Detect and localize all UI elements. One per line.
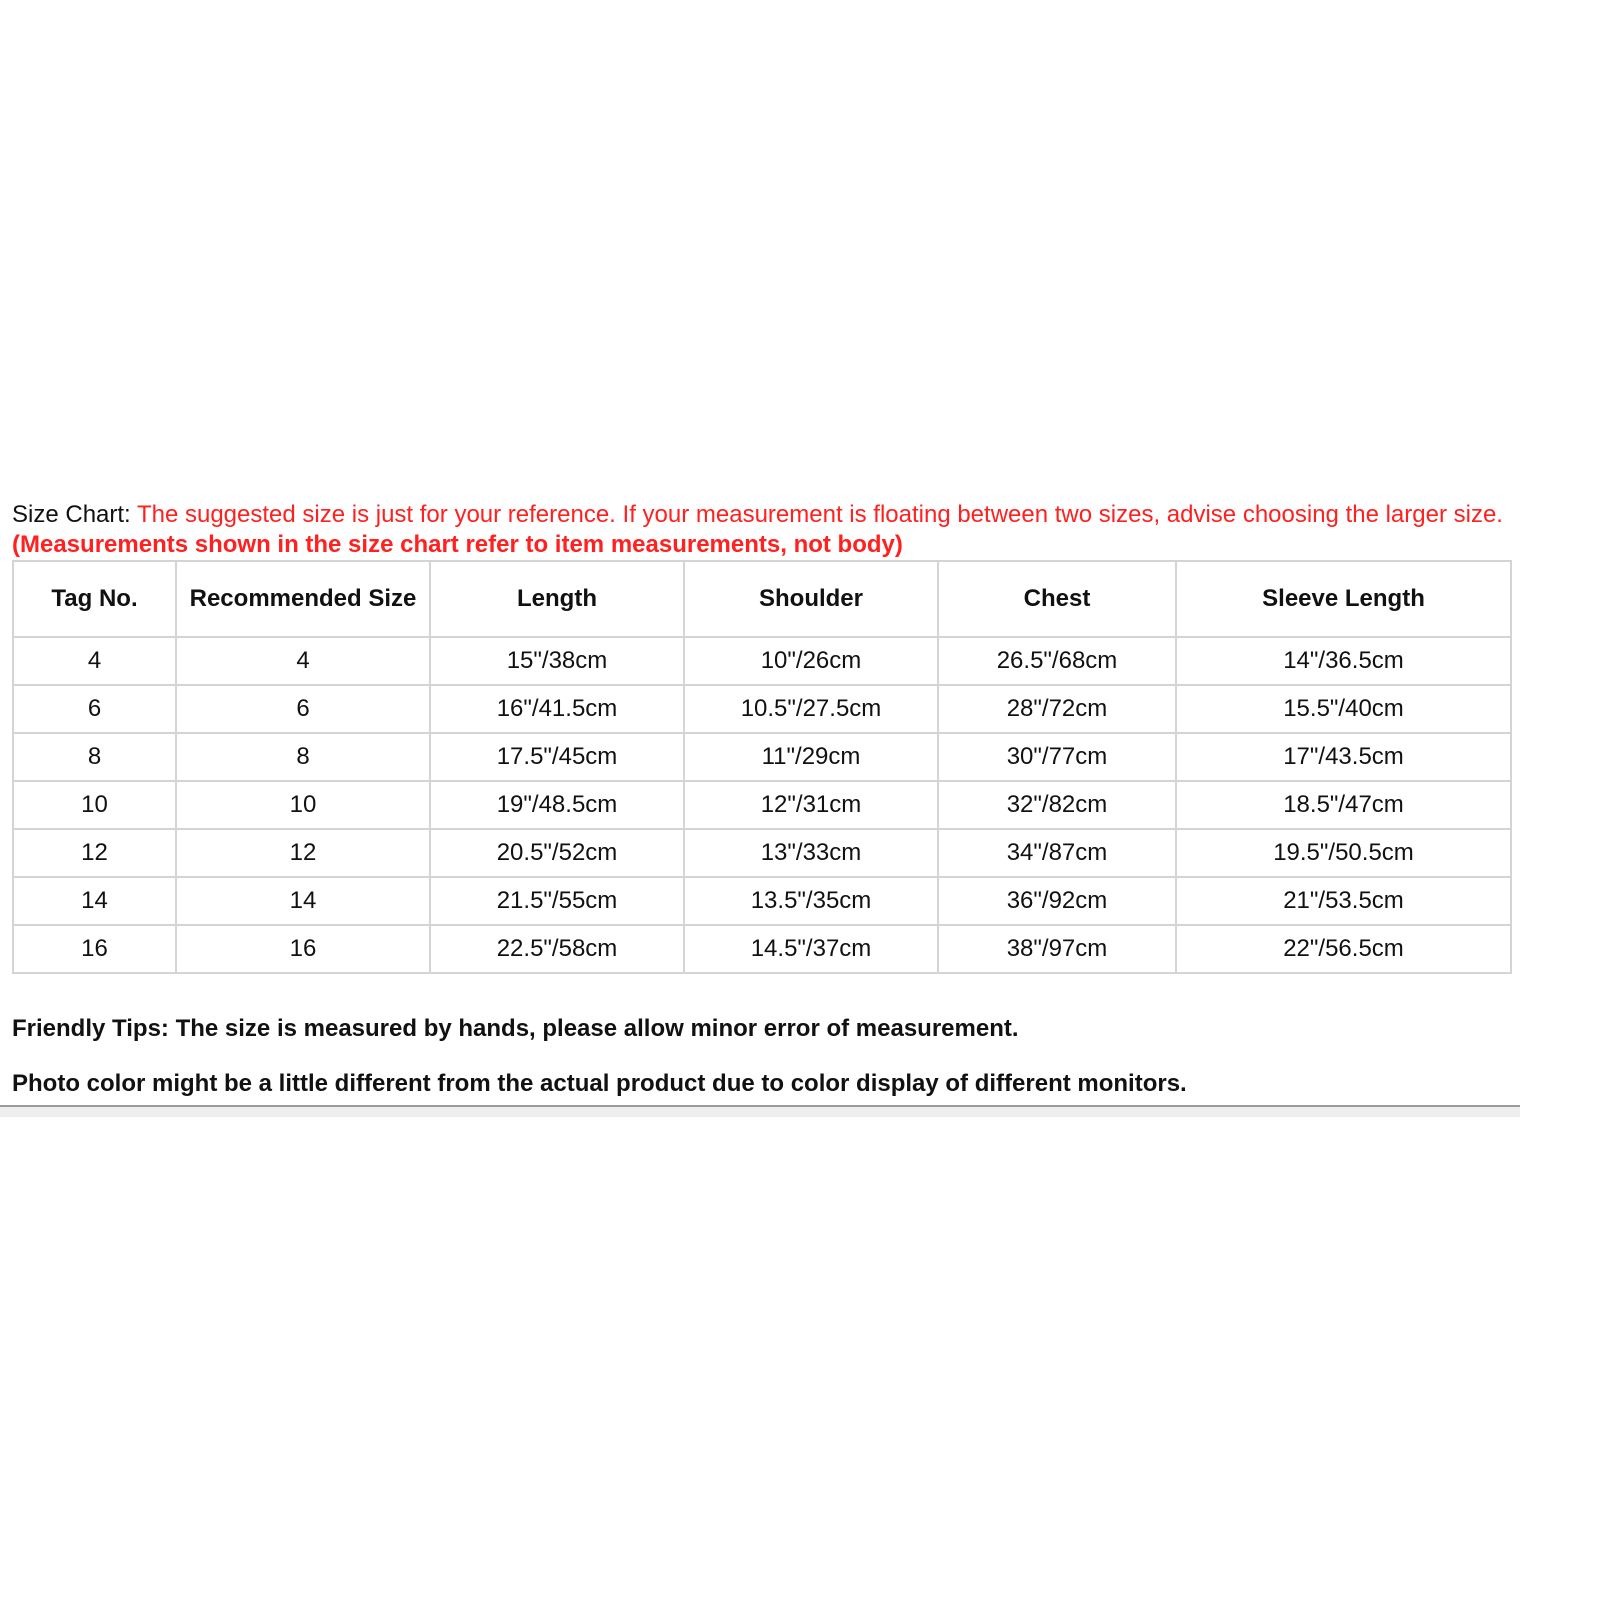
- size-chart-note: The suggested size is just for your reference. If your measurement is floating between two sizes, advise choosing the larger size.: [136, 501, 1503, 528]
- table-row: [13, 829, 1511, 877]
- cell-tag-no: 8: [13, 733, 176, 781]
- cell-recommended-size: 14: [176, 877, 430, 925]
- size-chart-bold-note: (Measurements shown in the size chart refer to item measurements, not body): [12, 531, 903, 558]
- header-shoulder: Shoulder: [684, 561, 938, 637]
- table-row: [13, 733, 1511, 781]
- cell-recommended-size: 16: [176, 925, 430, 973]
- cell-shoulder: 10"/26cm: [684, 637, 938, 685]
- cell-chest: 36"/92cm: [938, 877, 1176, 925]
- cell-tag-no: 14: [13, 877, 176, 925]
- header-recommended-size: Recommended Size: [176, 561, 430, 637]
- cell-length: 21.5"/55cm: [430, 877, 684, 925]
- cell-sleeve-length: 21"/53.5cm: [1176, 877, 1511, 925]
- friendly-tips: Friendly Tips: The size is measured by hands, please allow minor error of measurement.: [12, 1015, 1019, 1042]
- cell-shoulder: 11"/29cm: [684, 733, 938, 781]
- cell-recommended-size: 10: [176, 781, 430, 829]
- cell-shoulder: 12"/31cm: [684, 781, 938, 829]
- cell-chest: 30"/77cm: [938, 733, 1176, 781]
- cell-chest: 34"/87cm: [938, 829, 1176, 877]
- cell-recommended-size: 4: [176, 637, 430, 685]
- header-sleeve-length: Sleeve Length: [1176, 561, 1511, 637]
- table-row: [13, 925, 1511, 973]
- cell-recommended-size: 6: [176, 685, 430, 733]
- bottom-divider-shadow: [0, 1107, 1520, 1117]
- cell-sleeve-length: 22"/56.5cm: [1176, 925, 1511, 973]
- header-length: Length: [430, 561, 684, 637]
- cell-shoulder: 10.5"/27.5cm: [684, 685, 938, 733]
- cell-chest: 38"/97cm: [938, 925, 1176, 973]
- cell-length: 16"/41.5cm: [430, 685, 684, 733]
- header-tag-no: Tag No.: [13, 561, 176, 637]
- size-table: [12, 560, 1512, 974]
- cell-sleeve-length: 14"/36.5cm: [1176, 637, 1511, 685]
- size-chart-colon: :: [124, 501, 137, 528]
- size-chart-label: Size Chart: [12, 501, 125, 528]
- size-chart-intro: [12, 500, 1512, 560]
- header-chest: Chest: [938, 561, 1176, 637]
- cell-sleeve-length: 15.5"/40cm: [1176, 685, 1511, 733]
- photo-color-note: Photo color might be a little different from the actual product due to color display of different monitors.: [12, 1070, 1187, 1097]
- size-chart-sheet: [0, 500, 1520, 1117]
- table-row: [13, 685, 1511, 733]
- cell-length: 22.5"/58cm: [430, 925, 684, 973]
- cell-length: 20.5"/52cm: [430, 829, 684, 877]
- cell-length: 17.5"/45cm: [430, 733, 684, 781]
- table-row: [13, 781, 1511, 829]
- cell-recommended-size: 8: [176, 733, 430, 781]
- cell-tag-no: 10: [13, 781, 176, 829]
- cell-recommended-size: 12: [176, 829, 430, 877]
- table-header-row: [13, 561, 1511, 637]
- cell-length: 19"/48.5cm: [430, 781, 684, 829]
- table-row: [13, 637, 1511, 685]
- cell-tag-no: 6: [13, 685, 176, 733]
- cell-chest: 32"/82cm: [938, 781, 1176, 829]
- cell-sleeve-length: 18.5"/47cm: [1176, 781, 1511, 829]
- table-row: [13, 877, 1511, 925]
- cell-shoulder: 14.5"/37cm: [684, 925, 938, 973]
- cell-shoulder: 13"/33cm: [684, 829, 938, 877]
- cell-tag-no: 16: [13, 925, 176, 973]
- cell-length: 15"/38cm: [430, 637, 684, 685]
- cell-sleeve-length: 19.5"/50.5cm: [1176, 829, 1511, 877]
- cell-tag-no: 12: [13, 829, 176, 877]
- cell-chest: 28"/72cm: [938, 685, 1176, 733]
- cell-chest: 26.5"/68cm: [938, 637, 1176, 685]
- cell-shoulder: 13.5"/35cm: [684, 877, 938, 925]
- cell-sleeve-length: 17"/43.5cm: [1176, 733, 1511, 781]
- cell-tag-no: 4: [13, 637, 176, 685]
